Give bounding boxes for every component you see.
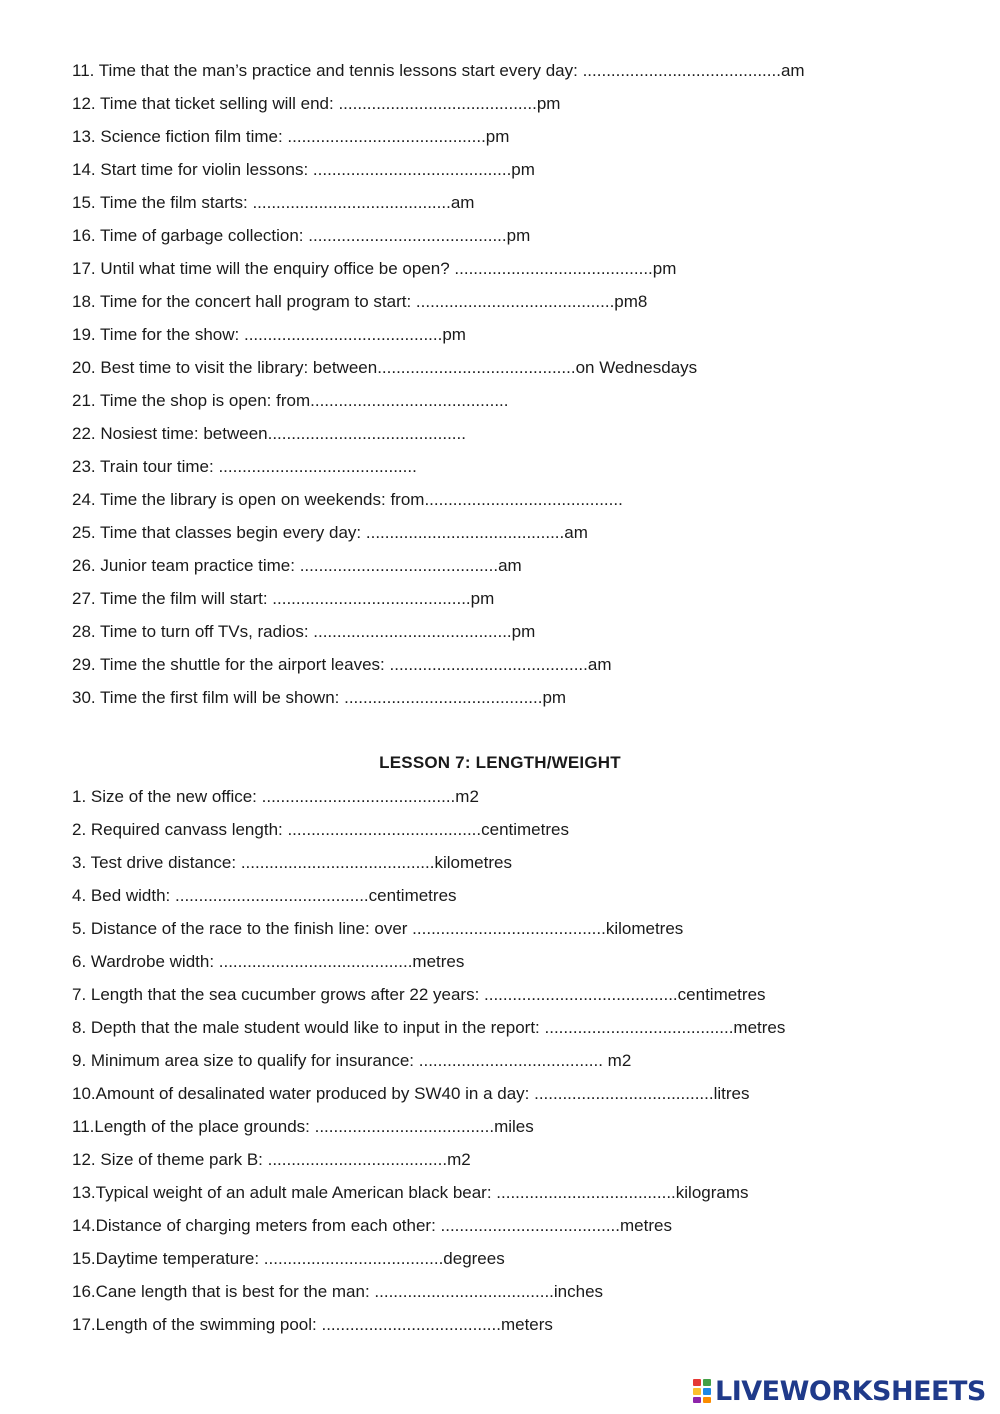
length-weight-question: 12. Size of theme park B: ......................................m2 <box>72 1150 471 1169</box>
time-question: 22. Nosiest time: between.......................................... <box>72 424 466 443</box>
time-question: 16. Time of garbage collection: ..........................................pm <box>72 226 531 245</box>
time-question: 30. Time the first film will be shown: ..........................................pm <box>72 688 567 707</box>
length-weight-question: 14.Distance of charging meters from each other: ......................................metres <box>72 1216 672 1235</box>
logo-mark-square <box>693 1388 701 1395</box>
length-weight-question: 16.Cane length that is best for the man: ......................................inches <box>72 1282 604 1301</box>
length-weight-question: 17.Length of the swimming pool: ......................................meters <box>72 1315 553 1334</box>
length-weight-question: 5. Distance of the race to the finish line: over .........................................kilometres <box>72 919 684 938</box>
length-weight-question: 2. Required canvass length: .........................................centimetres <box>72 820 569 839</box>
time-question: 29. Time the shuttle for the airport leaves: ..........................................am <box>72 655 612 674</box>
length-weight-question: 13.Typical weight of an adult male American black bear: ......................................kilograms <box>72 1183 749 1202</box>
length-weight-question: 6. Wardrobe width: .........................................metres <box>72 952 465 971</box>
time-question: 11. Time that the man’s practice and tennis lessons start every day: ..........................................am <box>72 61 805 80</box>
time-question: 23. Train tour time: .......................................... <box>72 457 417 476</box>
time-question: 20. Best time to visit the library: between..........................................on Wednesdays <box>72 358 698 377</box>
time-question: 28. Time to turn off TVs, radios: ..........................................pm <box>72 622 536 641</box>
time-question: 17. Until what time will the enquiry office be open? ..........................................pm <box>72 259 677 278</box>
time-question: 26. Junior team practice time: ..........................................am <box>72 556 522 575</box>
length-weight-question: 3. Test drive distance: .........................................kilometres <box>72 853 512 872</box>
length-weight-question: 9. Minimum area size to qualify for insurance: ....................................... m2 <box>72 1051 632 1070</box>
length-weight-question: 10.Amount of desalinated water produced by SW40 in a day: ......................................litres <box>72 1084 750 1103</box>
time-question: 14. Start time for violin lessons: ..........................................pm <box>72 160 535 179</box>
length-weight-question: 8. Depth that the male student would like to input in the report: ........................................metres <box>72 1018 786 1037</box>
length-weight-question: 1. Size of the new office: .........................................m2 <box>72 787 479 806</box>
length-weight-question: 15.Daytime temperature: ......................................degrees <box>72 1249 505 1268</box>
time-question: 24. Time the library is open on weekends: from.......................................... <box>72 490 623 509</box>
logo-mark-square <box>703 1388 711 1395</box>
length-weight-question: 7. Length that the sea cucumber grows after 22 years: .........................................centimetres <box>72 985 766 1004</box>
time-question: 25. Time that classes begin every day: ..........................................am <box>72 523 588 542</box>
length-weight-question-list <box>72 780 785 1341</box>
liveworksheets-logo-text: LIVEWORKSHEETS <box>715 1375 986 1407</box>
liveworksheets-logo <box>692 1374 986 1408</box>
time-question: 18. Time for the concert hall program to start: ..........................................pm8 <box>72 292 648 311</box>
time-question: 13. Science fiction film time: ..........................................pm <box>72 127 510 146</box>
logo-mark-square <box>703 1397 711 1403</box>
liveworksheets-logo-icon <box>692 1378 712 1404</box>
logo-mark-square <box>693 1379 701 1386</box>
logo-mark-square <box>693 1397 701 1403</box>
time-question: 27. Time the film will start: ..........................................pm <box>72 589 495 608</box>
time-question: 15. Time the film starts: ..........................................am <box>72 193 475 212</box>
length-weight-question: 4. Bed width: .........................................centimetres <box>72 886 457 905</box>
lesson-7-heading: LESSON 7: LENGTH/WEIGHT <box>379 753 621 772</box>
time-question-list <box>72 54 805 714</box>
time-question: 21. Time the shop is open: from.......................................... <box>72 391 509 410</box>
time-question: 12. Time that ticket selling will end: ..........................................pm <box>72 94 561 113</box>
length-weight-question: 11.Length of the place grounds: ......................................miles <box>72 1117 534 1136</box>
logo-mark-square <box>703 1379 711 1386</box>
time-question: 19. Time for the show: ..........................................pm <box>72 325 466 344</box>
